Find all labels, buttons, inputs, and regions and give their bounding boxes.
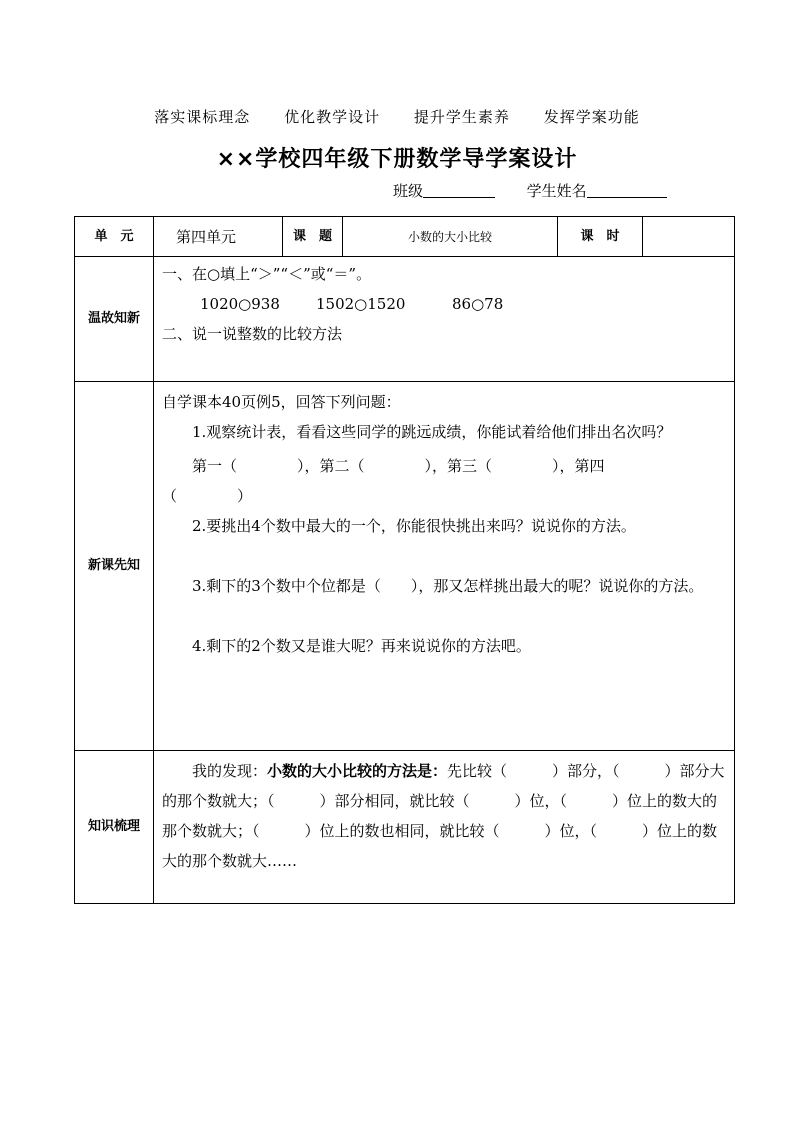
summary-row (75, 751, 735, 904)
motto-line (0, 106, 794, 127)
motto-item: 发挥学案功能 (543, 108, 640, 126)
unit-label: 单 元 (75, 217, 154, 257)
preview-question-4: 4.剩下的2个数又是谁大呢？再来说说你的方法吧。 (192, 637, 531, 655)
topic-label: 课 题 (283, 217, 343, 257)
review-content (154, 257, 735, 382)
unit-value: 第四单元 (154, 217, 283, 257)
compare-items (162, 289, 728, 319)
review-question-1: 一、在○填上“＞”“＜”或“＝”。 (162, 265, 372, 283)
student-label: 学生姓名 (526, 182, 587, 200)
header-row (75, 217, 735, 257)
summary-label: 知识梳理 (75, 751, 154, 904)
period-label: 课 时 (558, 217, 643, 257)
preview-question-1: 1.观察统计表，看看这些同学的跳远成绩，你能试着给他们排出名次吗？ (192, 423, 672, 441)
summary-bold: 小数的大小比较的方法是： (267, 762, 448, 780)
rank-line-2[interactable]: （ ） (162, 487, 253, 505)
preview-row (75, 382, 735, 751)
page-title: ××学校四年级下册数学导学案设计 (216, 147, 578, 172)
preview-content (154, 382, 735, 751)
lesson-table (74, 216, 735, 904)
motto-item: 落实课标理念 (154, 108, 251, 126)
rank-line[interactable]: 第一（ ），第二（ ），第三（ ），第四 (192, 457, 605, 475)
period-value[interactable] (643, 217, 735, 257)
summary-content (154, 751, 735, 904)
class-name-line (393, 180, 667, 201)
class-blank[interactable] (423, 183, 495, 198)
summary-paragraph (154, 751, 734, 881)
summary-text[interactable]: 先比较（ ）部分，（ ）部分大的那个数就大；（ ）部分相同，就比较（ ）位，（ ）位上的数大的那个数就大；（ ）位上的数也相同，就比较（ ）位，（ ）位上的数大的那个数就大…… (162, 762, 725, 870)
preview-question-3: 3.剩下的3个数中个位都是（ ），那又怎样挑出最大的呢？说说你的方法。 (192, 577, 704, 595)
compare-item: 1020○938 (200, 295, 280, 313)
compare-item: 86○78 (452, 295, 504, 313)
summary-prefix: 我的发现： (192, 762, 268, 780)
preview-intro: 自学课本40页例5，回答下列问题： (162, 393, 401, 411)
topic-value: 小数的大小比较 (343, 217, 558, 257)
compare-item: 1502○1520 (316, 295, 406, 313)
review-question-2: 二、说一说整数的比较方法 (162, 325, 343, 343)
motto-item: 优化教学设计 (284, 108, 381, 126)
preview-question-2: 2.要挑出4个数中最大的一个，你能很快挑出来吗？说说你的方法。 (192, 517, 636, 535)
class-label: 班级 (393, 182, 424, 200)
preview-label: 新课先知 (75, 382, 154, 751)
review-row (75, 257, 735, 382)
student-name-blank[interactable] (587, 183, 667, 198)
review-label: 温故知新 (75, 257, 154, 382)
motto-item: 提升学生素养 (413, 108, 510, 126)
